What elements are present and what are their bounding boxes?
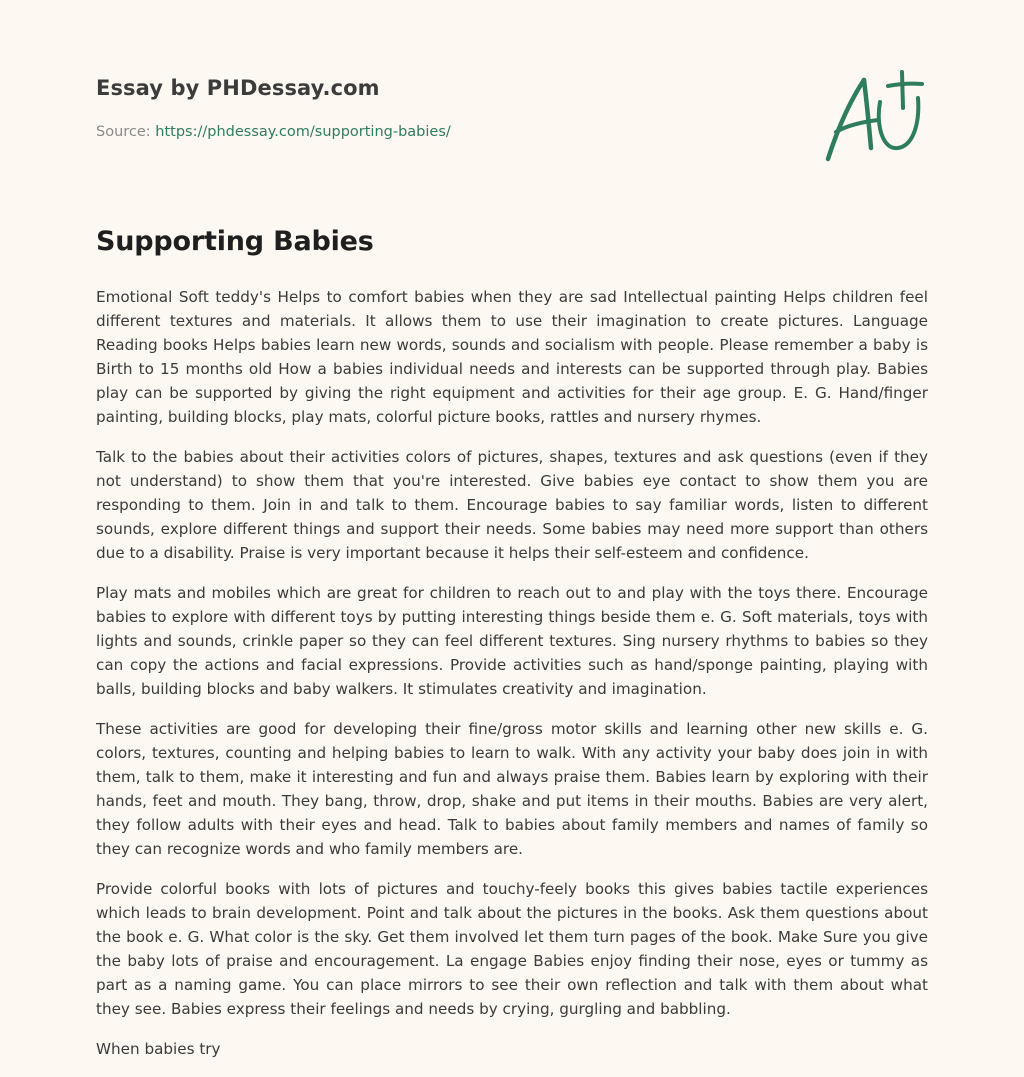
a-plus-logo-icon <box>822 68 926 164</box>
source-line <box>96 124 451 140</box>
essay-paragraph: Play mats and mobiles which are great for children to reach out to and play with the toys there. Encourage babies to explore with different toys by putting interesting things beside them e. G. Soft materials, toys with lights and sounds, crinkle paper so they can feel different textures. Sing nursery rhythms to babies so they can copy the actions and facial expressions. Provide activities such as hand/sponge painting, playing with balls, building blocks and baby walkers. It stimulates creativity and imagination. <box>96 584 928 698</box>
site-title: Essay by PHDessay.com <box>96 76 380 100</box>
source-label: Source: <box>96 124 156 140</box>
essay-header <box>96 76 928 186</box>
source-link[interactable]: https://phdessay.com/supporting-babies/ <box>155 124 451 140</box>
essay-title: Supporting Babies <box>96 226 374 257</box>
essay-paragraph-truncated: When babies try <box>96 1040 221 1058</box>
essay-paragraph: Talk to the babies about their activities colors of pictures, shapes, textures and ask questions (even if they not understand) to show them that you're interested. Give babies eye contact to show them you are responding to them. Join in and talk to them. Encourage babies to say familiar words, listen to different sounds, explore different things and support their needs. Some babies may need more support than others due to a disability. Praise is very important because it helps their self-esteem and confidence. <box>96 448 928 562</box>
essay-body <box>96 285 928 1077</box>
essay-paragraph: These activities are good for developing their fine/gross motor skills and learning other new skills e. G. colors, textures, counting and helping babies to learn to walk. With any activity your baby does join in with them, talk to them, make it interesting and fun and always praise them. Babies learn by exploring with their hands, feet and mouth. They bang, throw, drop, shake and put items in their mouths. Babies are very alert, they follow adults with their eyes and head. Talk to babies about family members and names of family so they can recognize words and who family members are. <box>96 720 928 858</box>
essay-paragraph: Provide colorful books with lots of pictures and touchy-feely books this gives babies tactile experiences which leads to brain development. Point and talk about the pictures in the books. Ask them questions about the book e. G. What color is the sky. Get them involved let them turn pages of the book. Make Sure you give the baby lots of praise and encouragement. La engage Babies enjoy finding their nose, eyes or tummy as part as a naming game. You can place mirrors to see their own reflection and talk with them about what they see. Babies express their feelings and needs by crying, gurgling and babbling. <box>96 880 928 1018</box>
essay-paragraph: Emotional Soft teddy's Helps to comfort babies when they are sad Intellectual painting Helps children feel different textures and materials. It allows them to use their imagination to create pictures. Language Reading books Helps babies learn new words, sounds and socialism with people. Please remember a baby is Birth to 15 months old How a babies individual needs and interests can be supported through play. Babies play can be supported by giving the right equipment and activities for their age group. E. G. Hand/finger painting, building blocks, play mats, colorful picture books, rattles and nursery rhymes. <box>96 288 928 426</box>
